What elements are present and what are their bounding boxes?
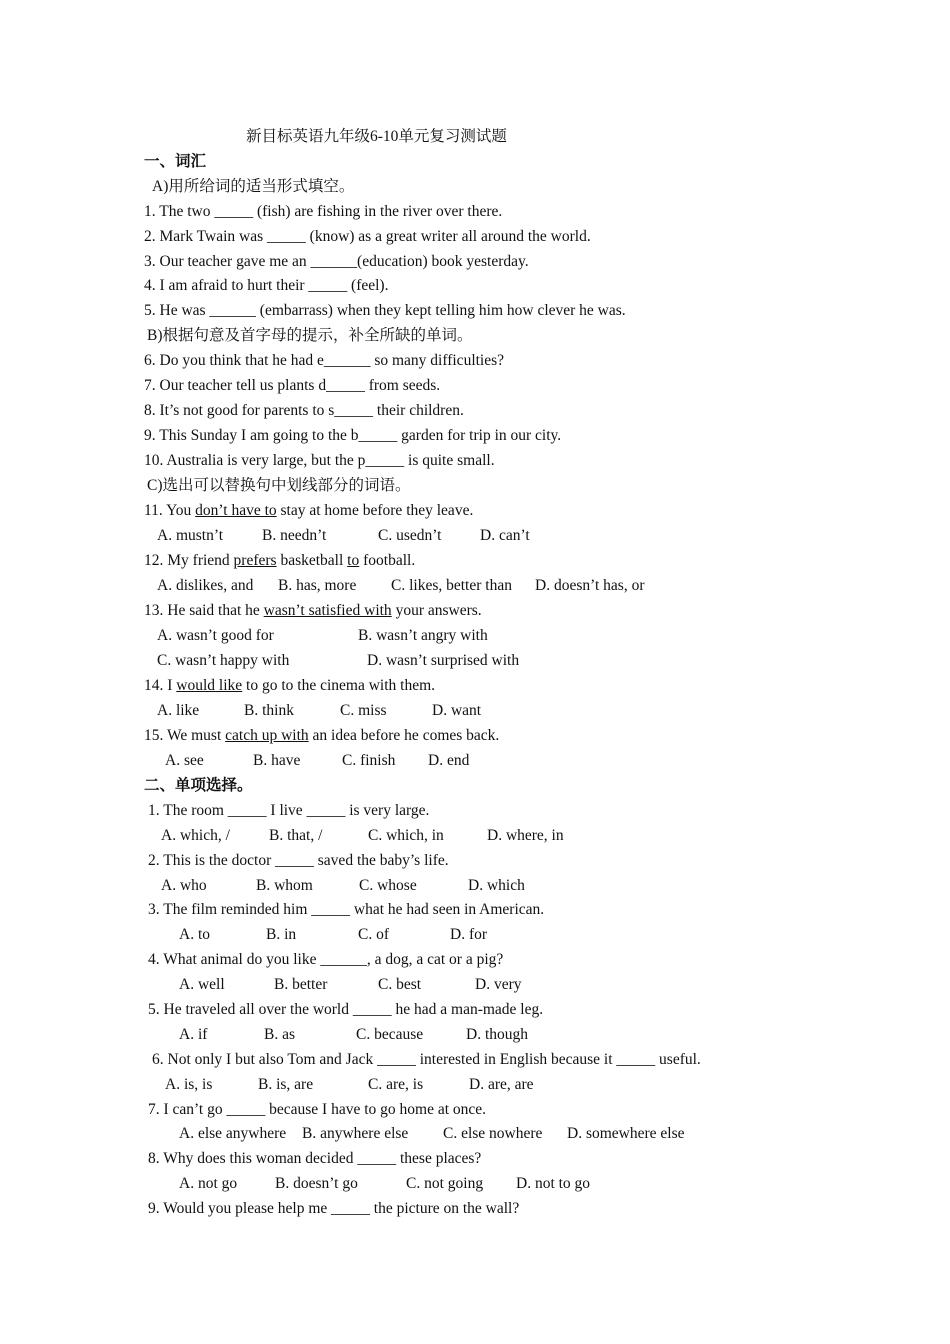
mc-option-7c: C. else nowhere [443,1125,543,1142]
option-14c: C. miss [340,702,387,719]
mc-option-6c: C. are, is [368,1076,424,1093]
mc-option-3d: D. for [450,926,488,943]
mc-option-6a: A. is, is [165,1076,213,1093]
mc-option-6d: D. are, are [469,1076,534,1093]
mc-option-7a: A. else anywhere [179,1125,287,1142]
question-text: 15. We must [144,727,226,744]
question-text: basketball [276,552,348,569]
question-text: stay at home before they leave. [276,502,474,519]
partC-instruction: C)选出可以替换句中划线部分的词语。 [147,477,411,494]
underlined-phrase: wasn’t satisfied with [263,602,392,619]
question-text: 13. He said that he [144,602,264,619]
vocab-item-6: 6. Do you think that he had e______ so many difficulties? [144,352,505,369]
option-12d: D. doesn’t has, or [535,577,645,594]
page-title: 新目标英语九年级6-10单元复习测试题 [246,128,507,145]
mc-option-8b: B. doesn’t go [275,1175,358,1192]
option-13d: D. wasn’t surprised with [367,652,520,669]
mc-option-4d: D. very [475,976,522,993]
question-13 [144,601,482,621]
question-text: 11. You [144,502,196,519]
option-14a: A. like [157,702,200,719]
question-text: 14. I [144,677,177,694]
mc-question-4: 4. What animal do you like ______, a dog, a cat or a pig? [148,951,504,968]
mc-option-7d: D. somewhere else [567,1125,685,1142]
underlined-phrase: would like [176,677,243,694]
mc-option-3c: C. of [358,926,389,943]
vocab-item-4: 4. I am afraid to hurt their _____ (feel). [144,277,389,294]
mc-question-5: 5. He traveled all over the world _____ he had a man-made leg. [148,1001,544,1018]
mc-option-1a: A. which, / [161,827,230,844]
section1-heading: 一、词汇 [144,153,207,170]
question-text: to go to the cinema with them. [242,677,436,694]
vocab-item-10: 10. Australia is very large, but the p_____ is quite small. [144,452,495,469]
option-12b: B. has, more [278,577,357,594]
underlined-phrase: don’t have to [195,502,277,519]
mc-option-2c: C. whose [359,877,417,894]
vocab-item-2: 2. Mark Twain was _____ (know) as a great writer all around the world. [144,228,591,245]
question-text: 12. My friend [144,552,234,569]
option-13c: C. wasn’t happy with [157,652,290,669]
mc-option-1b: B. that, / [269,827,323,844]
mc-question-6: 6. Not only I but also Tom and Jack _____ interested in English because it _____ useful. [152,1051,701,1068]
option-12c: C. likes, better than [391,577,512,594]
question-12 [144,551,415,571]
mc-question-1: 1. The room _____ I live _____ is very large. [148,802,430,819]
mc-option-5a: A. if [179,1026,208,1043]
vocab-item-8: 8. It’s not good for parents to s_____ their children. [144,402,464,419]
mc-option-1d: D. where, in [487,827,564,844]
vocab-item-5: 5. He was ______ (embarrass) when they kept telling him how clever he was. [144,302,626,319]
mc-option-7b: B. anywhere else [302,1125,409,1142]
option-15a: A. see [165,752,204,769]
partB-instruction: B)根据句意及首字母的提示，补全所缺的单词。 [147,327,473,344]
vocab-item-9: 9. This Sunday I am going to the b_____ garden for trip in our city. [144,427,562,444]
option-13a: A. wasn’t good for [157,627,274,644]
option-15c: C. finish [342,752,396,769]
mc-option-5b: B. as [264,1026,295,1043]
option-12a: A. dislikes, and [157,577,254,594]
mc-option-2b: B. whom [256,877,313,894]
question-14 [144,676,435,696]
mc-option-5d: D. though [466,1026,528,1043]
mc-question-8: 8. Why does this woman decided _____ these places? [148,1150,482,1167]
mc-option-2a: A. who [161,877,207,894]
underlined-phrase: prefers [233,552,277,569]
question-text: your answers. [391,602,482,619]
mc-question-2: 2. This is the doctor _____ saved the baby’s life. [148,852,449,869]
option-11c: C. usedn’t [378,527,442,544]
option-14b: B. think [244,702,294,719]
section2-heading: 二、单项选择。 [144,777,253,794]
option-15d: D. end [428,752,470,769]
mc-option-4b: B. better [274,976,328,993]
underlined-phrase: to [347,552,360,569]
question-text: football. [359,552,416,569]
mc-option-4a: A. well [179,976,225,993]
mc-question-9: 9. Would you please help me _____ the picture on the wall? [148,1200,520,1217]
mc-option-6b: B. is, are [258,1076,314,1093]
vocab-item-1: 1. The two _____ (fish) are fishing in the river over there. [144,203,503,220]
option-11b: B. needn’t [262,527,327,544]
mc-option-8a: A. not go [179,1175,238,1192]
mc-option-3b: B. in [266,926,297,943]
question-11 [144,501,473,521]
partA-instruction: A)用所给词的适当形式填空。 [152,178,355,195]
question-15 [144,726,499,746]
option-14d: D. want [432,702,482,719]
option-11a: A. mustn’t [157,527,224,544]
mc-option-2d: D. which [468,877,525,894]
question-text: an idea before he comes back. [308,727,500,744]
option-13b: B. wasn’t angry with [358,627,488,644]
option-15b: B. have [253,752,301,769]
underlined-phrase: catch up with [225,727,309,744]
mc-question-7: 7. I can’t go _____ because I have to go home at once. [148,1101,487,1118]
mc-option-1c: C. which, in [368,827,444,844]
mc-question-3: 3. The film reminded him _____ what he had seen in American. [148,901,545,918]
mc-option-5c: C. because [356,1026,424,1043]
mc-option-3a: A. to [179,926,210,943]
vocab-item-7: 7. Our teacher tell us plants d_____ from seeds. [144,377,441,394]
mc-option-8d: D. not to go [516,1175,591,1192]
vocab-item-3: 3. Our teacher gave me an ______(education) book yesterday. [144,253,529,270]
mc-option-4c: C. best [378,976,422,993]
mc-option-8c: C. not going [406,1175,484,1192]
option-11d: D. can’t [480,527,530,544]
